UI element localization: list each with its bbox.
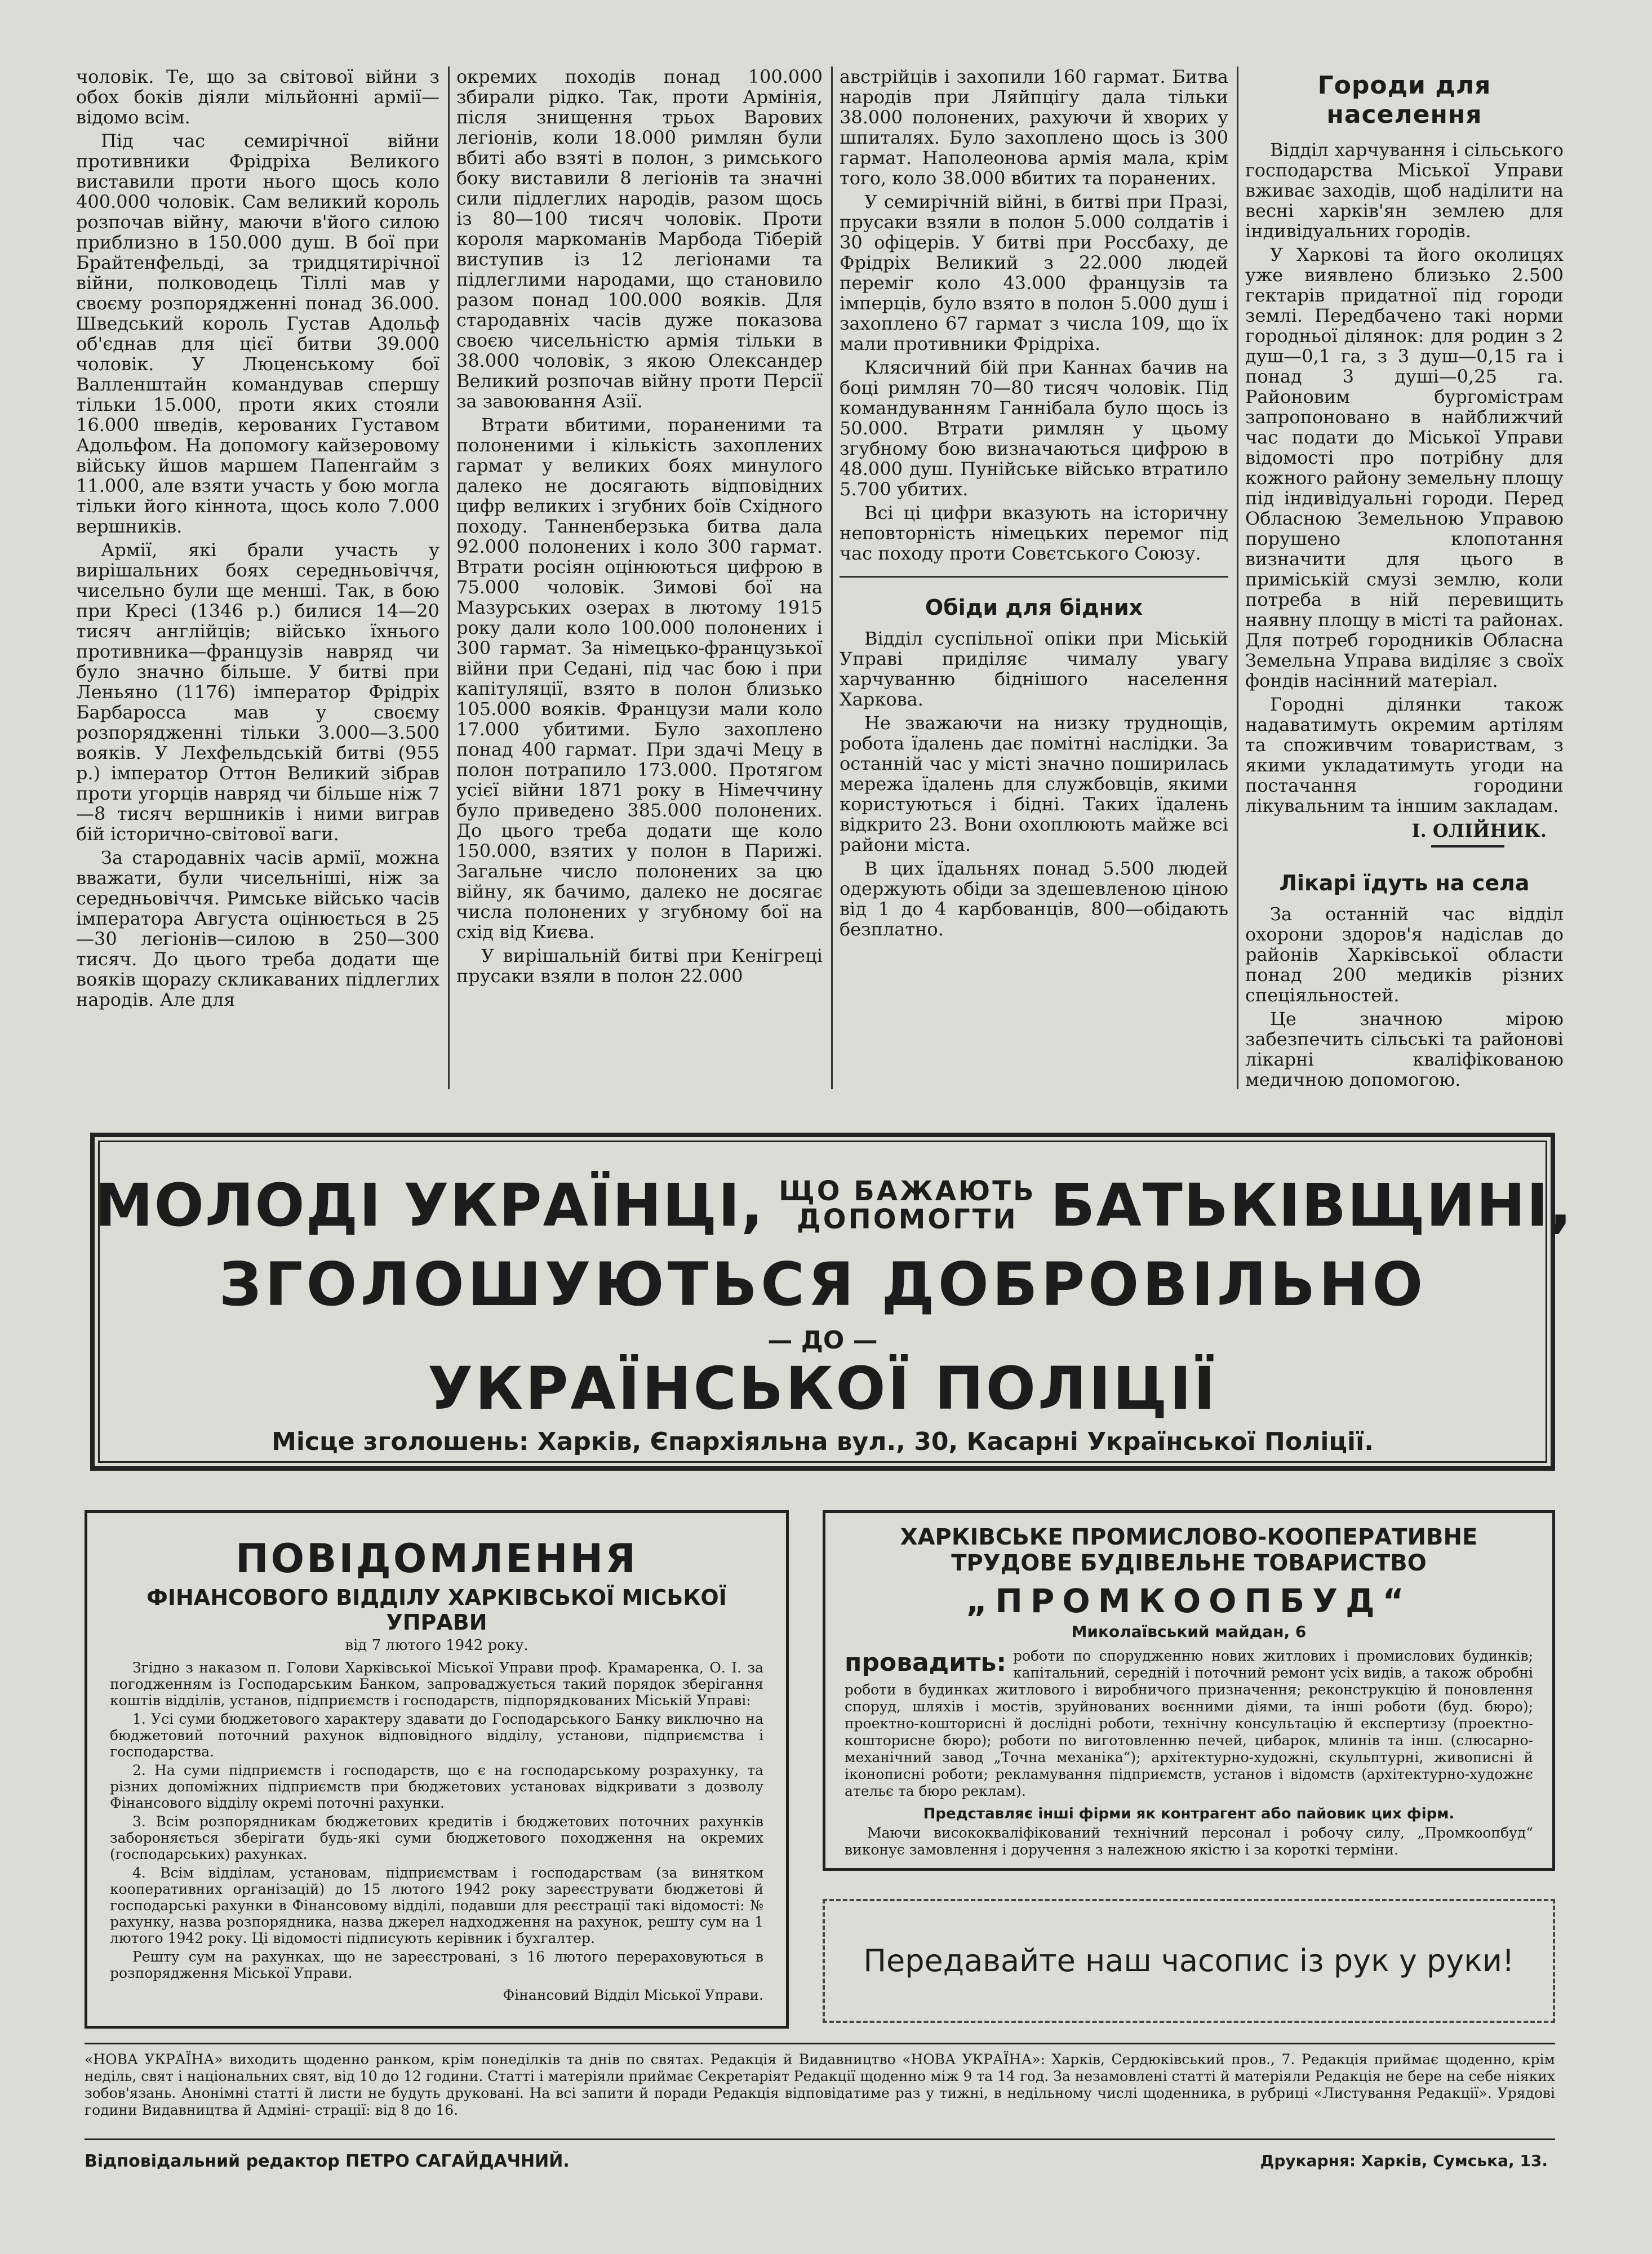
paragraph: чоловік. Те, що за світової війни з обох боків діяли мільйонні армії—відомо всім. bbox=[76, 66, 439, 128]
paragraph: У семирічній війні, в битві при Празі, прусаки взяли в полон 5.000 солдатів і 30 офіцерів. У битві при Россбаху, де Фрідріх Великий з 22.000 людей переміг коло 43.000 французів та імперців, було взято в полон 5.000 душ і захоплено 67 гармат з числа 109, що їх мали противники Фрідріха. bbox=[840, 191, 1228, 354]
ad-to: — ДО — bbox=[767, 1326, 878, 1355]
coop-lead: провадить: bbox=[845, 1648, 1006, 1677]
imprint: «НОВА УКРАЇНА» виходить щоденно ранком, крім понеділків та днів по святах. Редакція й Видавництво «НОВА УКРАЇНА»: Харків, Сердюківський пров., 7. Редакція приймає щоденно, крім неділь, свят і національних свят, від 10 до 12 години. Статті і матеріяли приймає Секретаріят Редакції щоденно між 9 та 14 год. За незамовлені статті й матеріяли Редакція не бере на себе ніяких зобов'язань. Анонімні статті й листи не будуть друковані. На всі запити й поради Редакція відповідатиме раз у тижні, в недільному числі щоденника, в рубриці «Листування Редакції». Урядові години Видавництва й Адміні- страції: від 8 до 16. bbox=[85, 2051, 1555, 2118]
paragraph: Не зважаючи на низку труднощів, робота їдалень дає помітні наслідки. За останній час у місті значно поширилась мережа їдалень для службовців, якими користуються і бідні. Таких їдалень відкрито 23. Вони охоплюють майже всі райони міста. bbox=[840, 712, 1228, 855]
paragraph: Відділ харчування і сільського господарства Міської Управи вживає заходів, щоб наділити на весні харків'ян землею для індивідуальних городів. bbox=[1245, 139, 1564, 242]
coop-address: Миколаївський майдан, 6 bbox=[1071, 1622, 1307, 1641]
paragraph: Це значною мірою забезпечить сільські та районові лікарні кваліфікованою медичною допомогою. bbox=[1245, 1008, 1564, 1089]
editor-credit: Відповідальний редактор ПЕТРО САГАЙДАЧНИЙ. bbox=[85, 2151, 570, 2171]
ad-volunteer: ЗГОЛОШУЮТЬСЯ ДОБРОВІЛЬНО bbox=[219, 1250, 1427, 1319]
dinners-title: Обіди для бідних bbox=[925, 595, 1143, 620]
paragraph: В цих їдальнях понад 5.500 людей одержують обіди за здешевленою ціною від 1 до 4 карбованців, 800—обідають безплатно. bbox=[840, 858, 1228, 940]
paragraph: За останній час відділ охорони здоров'я надіслав до районів Харківської области понад 200 медиків різних спеціяльностей. bbox=[1245, 903, 1564, 1006]
paragraph: Втрати вбитими, пораненими та полоненими і кількість захоплених гармат у великих боях минулого далеко не досягають відповідних цифр великих і згубних боїв Східного походу. Танненберзька битва дала 92.000 полонених і коло 300 гармат. Втрати росіян оцінюються цифрою в 75.000 чоловік. Зимові бої на Мазурських озерах в лютому 1915 року дали коло 100.000 полонених і 300 гармат. За німецько-французької війни при Седані, під час бою і при капітуляції, взято в полон близько 105.000 вояків. Французи мали коло 17.000 убитими. Було захоплено понад 400 гармат. При здачі Мецу в полон потрапило 173.000. Протягом усієї війни 1871 року в Німеччину було приведено 385.000 полонених. До цього треба додати ще коло 150.000, взятих у полон в Парижі. Загальне число полонених за цю війну, як бачимо, далеко не досягає числа полонених у згубному бої на схід від Києва. bbox=[456, 414, 823, 943]
coop-staff: Маючи висококваліфікований технічний персонал і робочу силу, „Промкоопбуд“ виконує замовлення і доручення з належною якістю і за короткі терміни. bbox=[845, 1825, 1533, 1858]
author-signature: І. ОЛІЙНИК. bbox=[1411, 820, 1547, 841]
ad-headline bbox=[95, 1171, 1573, 1240]
paragraph: Городні ділянки також надаватимуть окремим артілям та споживчим товариствам, з якими укладатимуть угоди на постачання городини лікувальним та іншим закладам. bbox=[1245, 694, 1564, 817]
paragraph: Відділ суспільної опіки при Міській Управі приділяє чималу увагу харчуванню біднішого населення Харкова. bbox=[840, 628, 1228, 710]
coop-heading: ХАРКІВСЬКЕ ПРОМИСЛОВО-КООПЕРАТИВНЕ ТРУДОВЕ БУДІВЕЛЬНЕ ТОВАРИСТВО bbox=[900, 1524, 1478, 1576]
article-columns bbox=[76, 66, 1564, 1089]
notice-subtitle: ФІНАНСОВОГО ВІДДІЛУ ХАРКІВСЬКОЇ МІСЬКОЇ УПРАВИ bbox=[146, 1585, 727, 1635]
section-divider bbox=[840, 576, 1228, 578]
paragraph: окремих походів понад 100.000 збирали рідко. Так, проти Армінія, після знищення трьох Варових легіонів, коли 18.000 римлян були вбиті або взяті в полон, з римського боку виставили 8 легіонів та значні сили підлеглих народів, разом щось із 80—100 тисяч чоловік. Проти короля маркоманів Марбода Тіберій виступив із 12 легіонами та підлеглими народами, що становило разом понад 100.000 вояків. Для стародавніх часів дуже показова своєю чисельністю армія тільки в 38.000 чоловік, з якою Олександер Великий розпочав війну проти Персії за завоювання Азії. bbox=[456, 66, 823, 412]
column-4 bbox=[1245, 66, 1564, 1089]
paragraph: У Харкові та його околицях уже виявлено близько 2.500 гектарів придатної під городи землі. Передбачено такі норми городньої ділянок: для родин з 2 душ—0,1 га, з 3 душ—0,15 га і понад 3 душі—0,25 га. Районовим бургомістрам запропоновано в найближчий час подати до Міської Управи відомості про потрібну для кожного району земельну площу під індивідуальні городи. Перед Обласною Земельною Управою порушено клопотання визначити для цього в приміській смузі землю, коли потреба в ній перевищить наявну площу в місті та районах. Для потреб городників Обласна Земельна Управа виділяє з своїх фондів насінний матеріал. bbox=[1245, 244, 1564, 691]
ad-young-ukrainians: МОЛОДІ УКРАЇНЦІ, bbox=[95, 1171, 765, 1240]
finance-notice bbox=[85, 1510, 789, 2029]
doctors-title: Лікарі їдуть на села bbox=[1279, 871, 1530, 895]
police-recruitment-ad bbox=[90, 1133, 1573, 1471]
notice-item: 2. На суми підприємств і господарств, що є на господарському розрахунку, та різних допоміжних підприємств при бюджетових установах відкривати з дозволу Фінансового відділу окремі поточні рахунки. bbox=[110, 1762, 763, 1811]
notice-item: 3. Всім розпорядникам бюджетових кредитів і бюджетових поточних рахунків забороняється зберігати будь-які суми бюджетового походження на окремих (господарських) рахунках. bbox=[110, 1813, 763, 1862]
notice-signature: Фінансовий Відділ Міської Управи. bbox=[503, 1987, 763, 2003]
notice-item: 4. Всім відділам, установам, підприємствам і господарствам (за винятком кооперативних організацій) до 15 лютого 1942 року зареєструвати бюджетові й господарські рахунки в Фінансовому відділі, подавши для реєстрації такі відомості: № рахунку, назва розпорядника, назва джерел надходження на рахунок, решту сум на 1 лютого 1942 року. Ці відомості підписують керівник і бухгалтер. bbox=[110, 1865, 763, 1946]
ad-homeland: БАТЬКІВЩИНІ, bbox=[1050, 1171, 1573, 1240]
paragraph: Під час семирічної війни противники Фрідріха Великого виставили проти нього щось коло 400.000 чоловік. Сам великий король розпочав війну, маючи в'його силою приблизно в 150.000 душ. В бої при Брайтенфельді, за тридцятирічної війни, полководець Тіллі мав у своєму розпорядженні понад 36.000. Шведський король Густав Адольф об'єднав для цієї битви 39.000 чоловік. У Люценському бої Валленштайн командував спершу тільки 15.000, проти яких стояли 16.000 шведів, керованих Густавом Адольфом. На допомогу кайзеровому війську йшов маршем Папенгайм з 11.000, але взяти участь у бою могла тільки його кіннота, щось коло 7.000 вершників. bbox=[76, 130, 439, 537]
imprint-rule bbox=[85, 2043, 1555, 2044]
paragraph: У вирішальній битві при Кенігреці прусаки взяли в полон 22.000 bbox=[456, 945, 823, 987]
paragraph: австрійців і захопили 160 гармат. Битва народів при Ляйпцігу дала тільки 38.000 полонених, рахуючи й хворих у шпиталях. Було захоплено щось із 300 гармат. Наполеонова армія мала, крім того, коло 38.000 вбитих та поранених. bbox=[840, 66, 1228, 189]
coop-services-text: роботи по спорудженню нових житлових і промислових будинків; капітальний, середній і поточний ремонт усіх видів, а також обробні роботи в будинках житлового і виробничого призначення; реконструкцію й поновлення споруд, шляхів і мостів, зруйнованих воєнними діями, та інші роботи (буд. бюро); проектно-кошторисні й дослідні роботи, технічну консультацію й експертизу (проектно-кошторисне бюро); роботи по виготовленню печей, цибарок, млинів та інш. (слюсарно-механічний завод „Точна механіка“); архітектурно-художні, скульптурні, живописні й іконописні роботи; рекламування підприємств, установ і відомств (архітектурно-художнє ательє та бюро реклам). bbox=[845, 1648, 1533, 1799]
paragraph: Клясичний бій при Каннах бачив на боці римлян 70—80 тисяч чоловік. Під командуванням Ганнібала було щось із 50.000. Втрати римлян у цьому згубному бою визначаються цифрою в 48.000 душ. Пунійське військо втратило 5.700 убитих. bbox=[840, 357, 1228, 500]
paragraph: За стародавніх часів армії, можна вважати, були чисельніші, ніж за середньовіччя. Римське військо часів імператора Августа оцінюється в 25—30 легіонів—силою в 250—300 тисяч. До цього треба додати ще вояків щорazy скликаваних підлеглих народів. Але для bbox=[76, 847, 439, 1010]
column-1 bbox=[76, 66, 439, 1089]
ad-wishing: ЩО БАЖАЮТЬ bbox=[779, 1175, 1036, 1207]
footer-rule bbox=[85, 2138, 1555, 2140]
paragraph: Всі ці цифри вказують на історичну неповторність німецьких перемог під час походу проти Совєтського Союзу. bbox=[840, 502, 1228, 564]
promkoopbud-ad bbox=[823, 1510, 1555, 1871]
notice-item: 1. Усі суми бюджетового характеру здавати до Господарського Банку виключно на бюджетовий поточний рахунок відповідного відділу, установи, підприємства і господарства. bbox=[110, 1711, 763, 1760]
column-2 bbox=[456, 66, 823, 1089]
notice-intro: Згідно з наказом п. Голови Харківської Міської Управи проф. Крамаренка, О. І. за погодженням із Господарським Банком, запроваджується такий порядок зберігання коштів відділів, установ, підприємств і господарств, підпорядкованих Міській Управі: bbox=[110, 1660, 763, 1709]
ad-police-name: УКРАЇНСЬКОЇ ПОЛІЦІЇ bbox=[428, 1354, 1218, 1423]
gardens-title: Городи для населення bbox=[1317, 71, 1491, 129]
paragraph: Армії, які брали участь у вирішальних боях середньовіччя, чисельно були ще менші. Так, в бою при Кресі (1346 р.) билися 14—20 тисяч англійців; військо їхнього противника—французів навряд чи було значно більше. У битві при Леньяно (1176) імператор Фрідріх Барбаросса мав у своєму розпорядженні тільки 3.000—3.500 вояків. У Лехфельдській битві (955 р.) імператор Оттон Великий зібрав проти угорців навряд чи більше ніж 7—8 тисяч вершників і ними виграв бій історично-світової ваги. bbox=[76, 539, 439, 845]
coop-representation: Представляє інші фірми як контрагент або пайовик цих фірм. bbox=[923, 1805, 1455, 1822]
signature-rule bbox=[1431, 845, 1504, 848]
ad-wishing-to-help bbox=[779, 1177, 1036, 1234]
notice-item: Решту сум на рахунках, що не зареєстровані, з 16 лютого перераховуються в розпорядження Міської Управи. bbox=[110, 1949, 763, 1981]
coop-name: „ПРОМКООПБУД“ bbox=[966, 1582, 1412, 1620]
pass-on-slogan: Передавайте наш часопис із рук у руки! bbox=[823, 1899, 1555, 2023]
notice-date: від 7 лютого 1942 року. bbox=[345, 1637, 529, 1654]
ad-help: ДОПОМОГТИ bbox=[797, 1204, 1018, 1235]
column-3 bbox=[840, 66, 1228, 1089]
coop-services bbox=[845, 1648, 1533, 1800]
notice-title: ПОВІДОМЛЕННЯ bbox=[235, 1536, 638, 1582]
ad-address: Місце зголошень: Харків, Єпархіяльна вул., 30, Касарні Української Поліції. bbox=[272, 1427, 1374, 1456]
printer-credit: Друкарня: Харків, Сумська, 13. bbox=[1260, 2151, 1548, 2170]
